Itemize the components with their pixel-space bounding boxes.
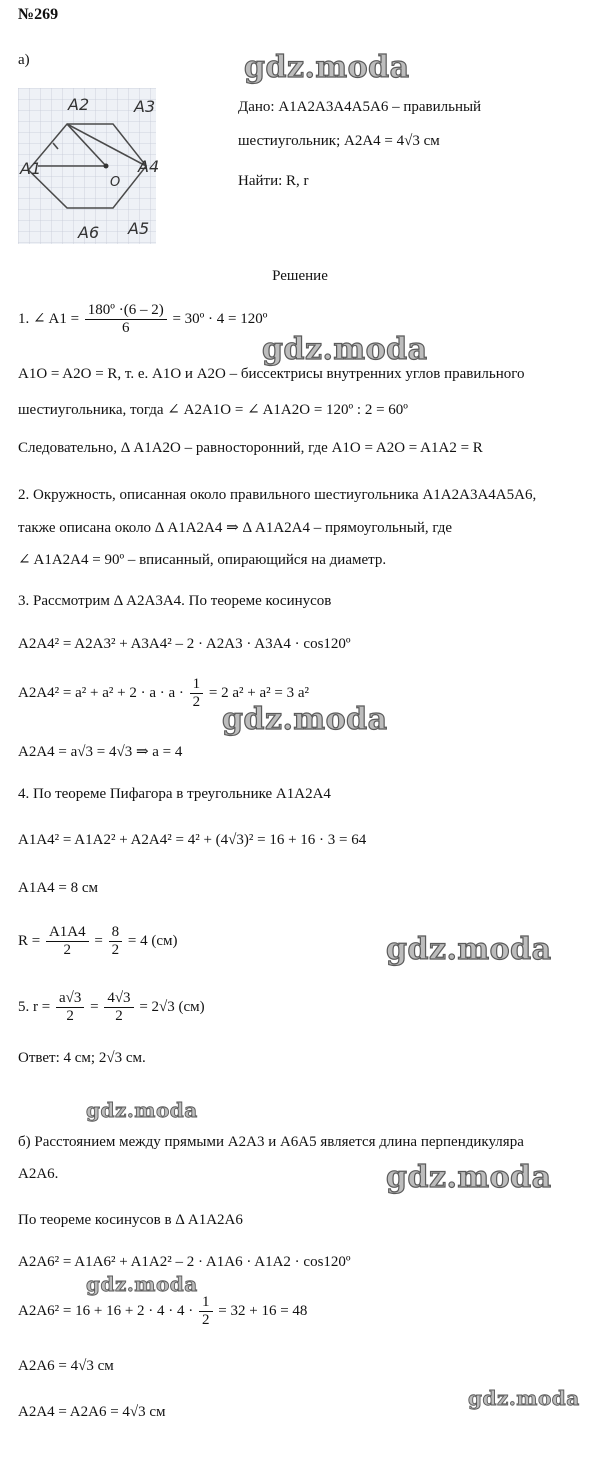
formula-line: A2A6² = 16 + 16 + 2 · 4 · 4 · $\frac{1}{2}$ = 32 + 16 = 48 [18,1294,308,1328]
sketch-label: O [110,175,121,190]
text-line: По теореме косинусов в Δ A1A2A6 [18,1212,243,1228]
formula-line: A1A4 = 8 см [18,880,99,896]
formula-line: A1A4² = A1A2² + A2A4² = 4² + (4√3)² = 16 + 16 · 3 = 64 [18,832,367,848]
sketch-label: A4 [138,157,160,176]
sketch-label: A2 [68,95,90,114]
text-line: 2. Окружность, описанная около правильного шестиугольника A1A2A3A4A5A6, [18,487,537,503]
text-line: ∠ A1A2A4 = 90º – вписанный, опирающийся на диаметр. [18,552,387,568]
watermark: gdz.moda [244,50,410,85]
watermark: gdz.moda [386,932,552,967]
find-line: Найти: R, r [238,173,309,189]
text-line: шестиугольника, тогда ∠ A2A1O = ∠ A1A2O = 120º : 2 = 60º [18,402,408,418]
formula-line: A2A4 = a√3 = 4√3 ⇒ a = 4 [18,744,183,760]
text-line: A1O = A2O = R, т. е. A1O и A2O – биссектрисы внутренних углов правильного [18,366,525,382]
solution-title: Решение [272,268,328,284]
sketch-label: A5 [128,219,150,238]
text-line: A2A6. [18,1166,59,1182]
formula-line: 5. r = $\frac{a√3}{2}$ = $\frac{4√3}{2}$ = 2√3 (см) [18,990,205,1024]
given-line: Дано: A1A2A3A4A5A6 – правильный [238,99,482,115]
formula-line: A2A6 = 4√3 см [18,1358,114,1374]
text-line: Следовательно, Δ A1A2O – равносторонний, где A1O = A2O = A1A2 = R [18,440,483,456]
watermark: gdz.moda [86,1272,198,1296]
watermark: gdz.moda [222,702,388,737]
hexagon-sketch [18,88,160,244]
given-line: шестиугольник; A2A4 = 4√3 см [238,133,440,149]
sketch-label: A1 [20,159,42,178]
text-line: 3. Рассмотрим Δ A2A3A4. По теореме косинусов [18,593,332,609]
sketch-label: A3 [134,97,156,116]
text-line: б) Расстоянием между прямыми A2A3 и A6A5 является длина перпендикуляра [18,1134,524,1150]
formula-line: 1. ∠ A1 = $\frac{\text{180º ·(6 – 2)}}{6}$ = 30º · 4 = 120º [18,302,268,336]
watermark: gdz.moda [468,1386,580,1410]
part-a-label: а) [18,52,30,68]
sketch-label: A6 [78,223,100,242]
watermark: gdz.moda [386,1160,552,1195]
watermark: gdz.moda [86,1098,198,1122]
text-line: также описана около Δ A1A2A4 ⇒ Δ A1A2A4 – прямоугольный, где [18,520,453,536]
formula-line: R = $\frac{A1A4}{2}$ = $\frac{8}{2}$ = 4 (см) [18,924,178,958]
text-line: 4. По теореме Пифагора в треугольнике A1A2A4 [18,786,331,802]
answer-line: Ответ: 4 см; 2√3 см. [18,1050,146,1066]
formula-line: A2A4² = A2A3² + A3A4² – 2 · A2A3 · A3A4 · cos120º [18,636,351,652]
problem-number: №269 [18,6,59,23]
formula-line: A2A4 = A2A6 = 4√3 см [18,1404,166,1420]
given-block [238,90,481,198]
formula-line: A2A4² = a² + a² + 2 · a · a · $\frac{1}{2}$ = 2 a² + a² = 3 a² [18,676,309,710]
formula-line: A2A6² = A1A6² + A1A2² – 2 · A1A6 · A1A2 · cos120º [18,1254,351,1270]
watermark: gdz.moda [262,332,428,367]
